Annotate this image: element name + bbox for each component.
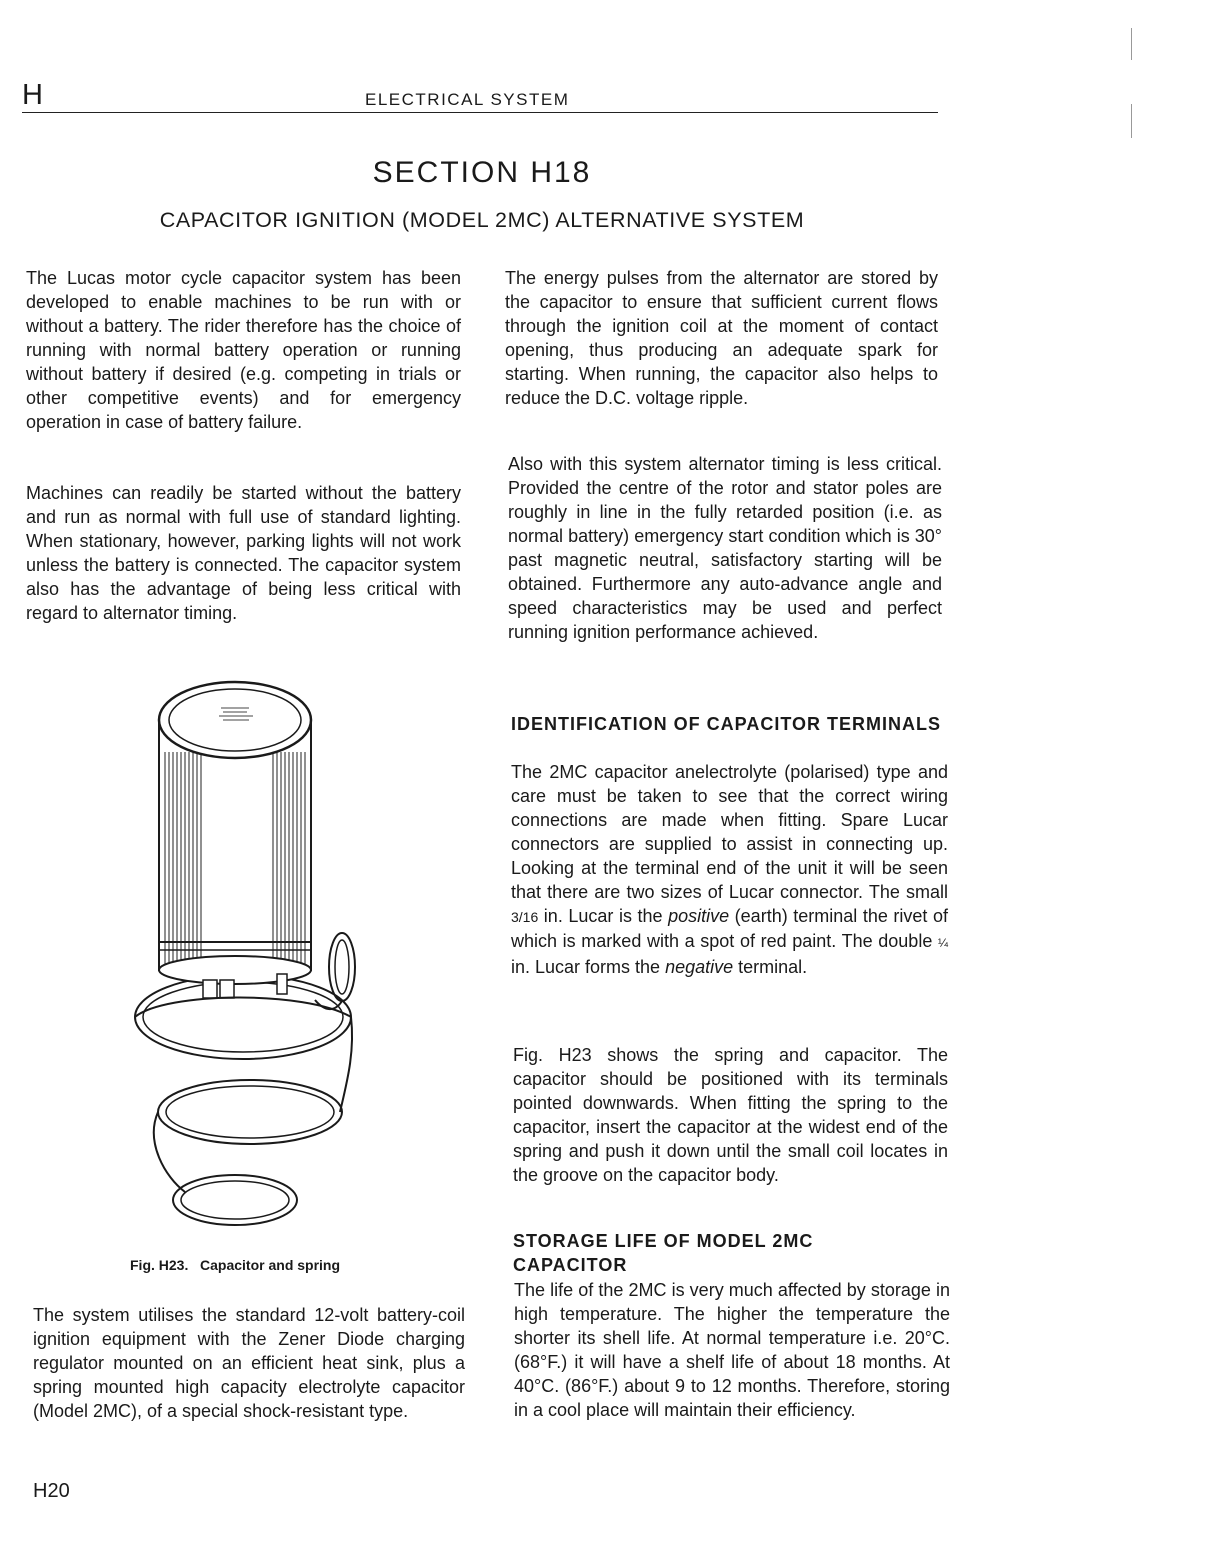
heading-identification-text: IDENTIFICATION OF CAPACITOR TERMINALS (511, 714, 941, 734)
para3-text: (earth) terminal the rivet of which is marked with a spot of red paint. The double (511, 906, 948, 951)
capacitor-spring-figure (125, 672, 365, 1242)
scan-mark (1131, 104, 1132, 138)
spring-wire (340, 1017, 352, 1112)
spring-coil (135, 975, 351, 1059)
page-number: H20 (33, 1480, 70, 1502)
positive-term: positive (668, 906, 730, 926)
left-paragraph-3: The system utilises the standard 12-volt battery-coil ignition equipment with the Zener Diode charging regulator mounted on an efficient heat sink, plus a spring mounted high capacity electrolyte capacitor (Model 2MC), of a special shock-resistant type. (33, 1305, 465, 1421)
section-title: SECTION H18 (372, 156, 592, 189)
terminal-negative (220, 980, 234, 998)
spring-coil (173, 1175, 297, 1225)
para3-text: in. Lucar is the (538, 906, 669, 926)
spring-wire (154, 1112, 185, 1192)
left-paragraph-1: The Lucas motor cycle capacitor system has been developed to enable machines to be run with or without a battery. The rider therefore has the choice of running with normal battery operation or running without battery if desired (e.g. competing in trials or other competitive events) and for emergency operation in case of battery failure. (26, 268, 461, 432)
header-rule (22, 112, 938, 113)
running-title: ELECTRICAL SYSTEM (365, 90, 570, 109)
right-paragraph-5: The life of the 2MC is very much affected by storage in high temperature. The higher the temperature the shorter its shell life. At normal temperature i.e. 20°C. (68°F.) it will have a shelf life of about 18 months. At 40°C. (86°F.) about 9 to 12 months. Therefore, storing in a cool place will maintain their efficiency. (514, 1280, 950, 1420)
para3-text: terminal. (733, 957, 808, 977)
spring-coil (166, 1086, 334, 1138)
terminal-negative (277, 974, 287, 994)
fraction-3-16: 3/16 (511, 909, 539, 925)
negative-term: negative (665, 957, 734, 977)
spring-coil (158, 1080, 342, 1144)
heading-identification (511, 712, 943, 736)
right-paragraph-2: Also with this system alternator timing is less critical. Provided the centre of the rotor and stator poles are roughly in line in the fully retarded position (i.e. as normal battery) emergency start condition which is 30° past magnetic neutral, satisfactory starting will be obtained. Furthermore any auto-advance angle and speed characteristics may be used and perfect running ignition performance achieved. (508, 454, 942, 642)
right-paragraph-4: Fig. H23 shows the spring and capacitor. The capacitor should be positioned with its terminals pointed downwards. When fitting the spring to the capacitor, insert the capacitor at the widest end of the spring and push it down until the small coil locates in the groove on the capacitor body. (513, 1045, 948, 1185)
spring-front-strand (135, 997, 351, 1017)
para3-text: The 2MC capacitor anelectrolyte (polarised) type and care must be taken to see that the correct wiring connections are made when fitting. Spare Lucar connectors are supplied to assist in connecting up. Looking at the terminal end of the unit it will be seen that there are two sizes of Lucar connector. The small (511, 762, 948, 902)
para3-text: in. Lucar forms the (511, 957, 666, 977)
spring-coil (181, 1181, 289, 1219)
heading-storage-life (513, 1229, 948, 1277)
right-paragraph-1: The energy pulses from the alternator are stored by the capacitor to ensure that sufficient current flows through the ignition coil at the moment of contact opening, thus producing an adequate spark for starting. When running, the capacitor also helps to reduce the D.C. voltage ripple. (505, 268, 938, 408)
capacitor-base (159, 956, 311, 984)
section-letter: H (22, 79, 43, 111)
heading-storage-line1: STORAGE LIFE OF MODEL 2MC (513, 1231, 814, 1251)
scan-mark (1131, 28, 1132, 60)
spring-coil (143, 982, 343, 1052)
spring-small-loop (335, 940, 349, 994)
figure-caption: Fig. H23. Capacitor and spring (130, 1257, 341, 1273)
terminal-positive (203, 980, 217, 998)
heading-storage-line2: CAPACITOR (513, 1255, 628, 1275)
fraction-quarter: ¼ (937, 936, 948, 950)
left-paragraph-2: Machines can readily be started without the battery and run as normal with full use of standard lighting. When stationary, however, parking lights will not work unless the battery is connected. The capacitor system also has the advantage of being less critical with regard to alternator timing. (26, 483, 461, 623)
spring-small-loop (329, 933, 355, 1001)
section-subtitle: CAPACITOR IGNITION (MODEL 2MC) ALTERNATIVE SYSTEM (159, 208, 805, 232)
right-paragraph-3 (511, 760, 948, 979)
